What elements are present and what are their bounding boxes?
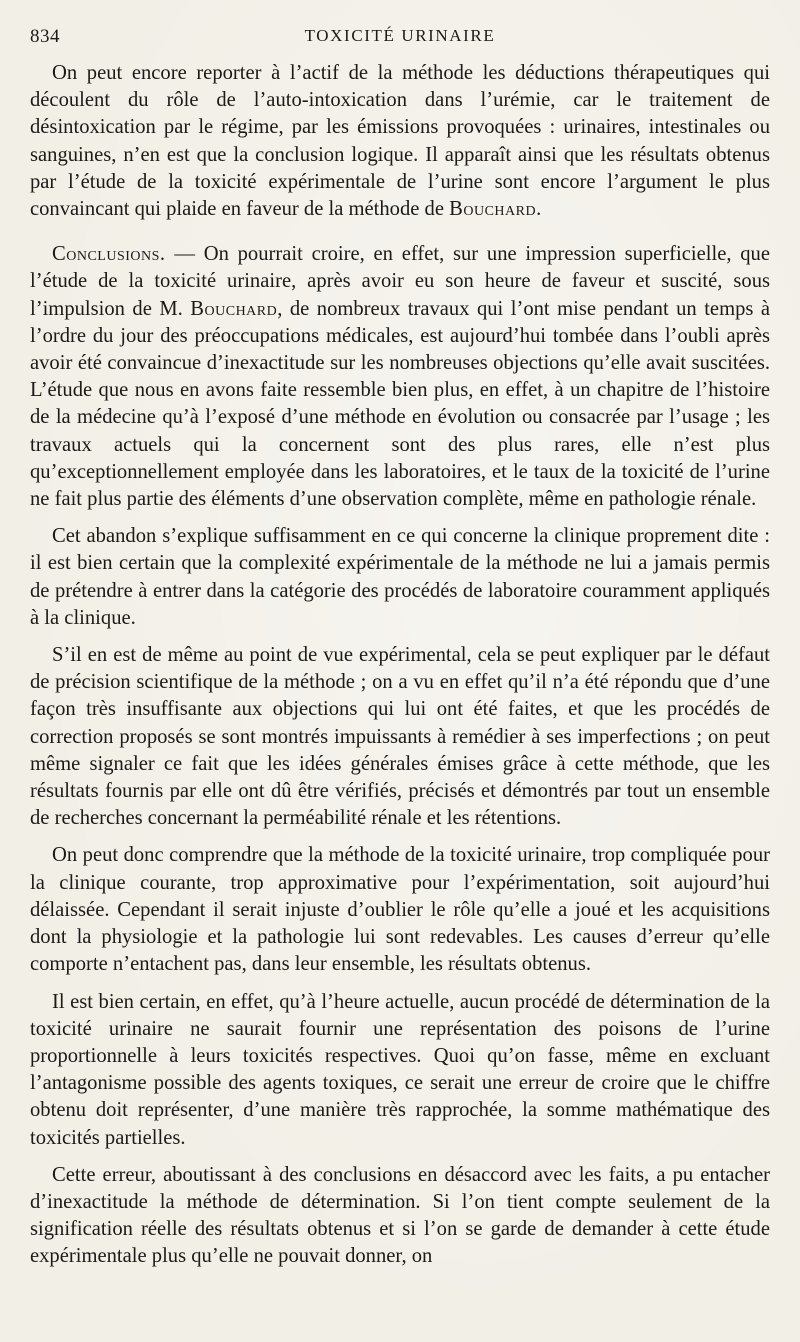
paragraph-gap — [30, 632, 770, 642]
page-number: 834 — [30, 26, 60, 47]
paragraph-2-text-b: , de nombreux travaux qui l’ont mise pendant un temps à l’ordre du jour des préoccupations médicales, est aujourd’hui tombée dans l’oubli après avoir été convaincue d’inexactitude sur les nombreuses objections qu’elle avait suscitées. L’étude que nous en avons faite ressemble bien plus, en effet, à un chapitre de l’histoire de la médecine qu’à l’exposé d’une méthode en évolution ou consacrée par l’usage ; les travaux actuels qui la concernent sont des plus rares, elle n’est plus qu’exceptionnellement employée dans les laboratoires, et le taux de la toxicité de l’urine ne fait plus partie des éléments d’une observation complète, même en pathologie rénale. — [30, 297, 771, 511]
paragraph-6: Il est bien certain, en effet, qu’à l’heure actuelle, aucun procédé de détermination de la toxicité urinaire ne saurait fournir une représentation des poisons de l’urine proportionnelle à leurs toxicités respectives. Quoi qu’on fasse, même en excluant l’antagonisme possible des agents toxiques, ce serait une erreur de croire que le chiffre obtenu doit représenter, d’une manière très rapprochée, la somme mathématique des toxicités partielles. — [30, 990, 770, 1149]
paragraph-gap — [30, 979, 770, 989]
author-name-bouchard-2: Bouchard — [190, 297, 278, 320]
paragraph-5: On peut donc comprendre que la méthode de la toxicité urinaire, trop compliquée pour la clinique courante, trop approximative pour l’expérimentation, soit aujourd’hui délaissée. Cependant il serait injuste d’oublier le rôle qu’elle a joué et les acquisitions dont la physiologie et la pathologie lui sont redevables. Les causes d’erreur qu’elle comporte n’entachent pas, dans leur ensemble, les résultats obtenus. — [30, 844, 770, 976]
paragraph-conclusions — [30, 241, 770, 513]
paragraph-gap — [30, 513, 770, 523]
text-body — [30, 60, 770, 1271]
paragraph-gap — [30, 832, 770, 842]
paragraph-1-end: . — [536, 198, 542, 221]
paragraph-4: S’il en est de même au point de vue expérimental, cela se peut expliquer par le défaut de précision scientifique de la méthode ; on a vu en effet qu’il n’a été répondu que d’une façon très insuffisante aux objections qui lui ont été faites, et que les procédés de correction proposés se sont montrés impuissants à remédier à ses imperfections ; on peut même signaler ce fait que les idées générales émises grâce à cette méthode, que les résultats fournis par elle ont dû être vérifiés, précisés et démontrés par tout un ensemble de recherches concernant la perméabilité rénale et les rétentions. — [30, 644, 770, 830]
paragraph-7: Cette erreur, aboutissant à des conclusions en désaccord avec les faits, a pu entacher d’inexactitude la méthode de détermination. Si l’on tient compte seulement de la signification réelle des résultats obtenus et si l’on se garde de demander à cette étude expérimentale plus qu’elle ne pouvait donner, on — [30, 1163, 770, 1268]
conclusions-heading: Conclusions. — [52, 243, 166, 266]
author-name-bouchard: Bouchard — [449, 198, 537, 221]
section-gap — [30, 223, 770, 241]
paragraph-1-text: On peut encore reporter à l’actif de la méthode les déductions thérapeutiques qui découlent du rôle de l’auto-intoxication dans l’urémie, car le traitement de désintoxication par le régime, par les émissions provoquées : urinaires, intestinales ou sanguines, n’en est que la conclusion logique. Il apparaît ainsi que les résultats obtenus par l’étude de la toxicité expérimentale de l’urine sont encore l’argument le plus convaincant qui plaide en faveur de la méthode de — [30, 62, 770, 221]
paragraph-gap — [30, 1152, 770, 1162]
running-title: TOXICITÉ URINAIRE — [304, 26, 496, 45]
paragraph-2-text-a: — On pourrait croire, en effet, sur une impression superficielle, que l’étude de la toxicité urinaire, après avoir eu son heure de faveur et suscité, sous l’impulsion de M. — [30, 243, 770, 320]
page-header — [30, 22, 770, 52]
paragraph-1 — [30, 60, 770, 223]
paragraph-3: Cet abandon s’explique suffisamment en ce qui concerne la clinique proprement dite : il est bien certain que la complexité expérimentale de la méthode ne lui a jamais permis de prétendre à entrer dans la catégorie des procédés de laboratoire couramment appliqués à la clinique. — [30, 525, 770, 629]
